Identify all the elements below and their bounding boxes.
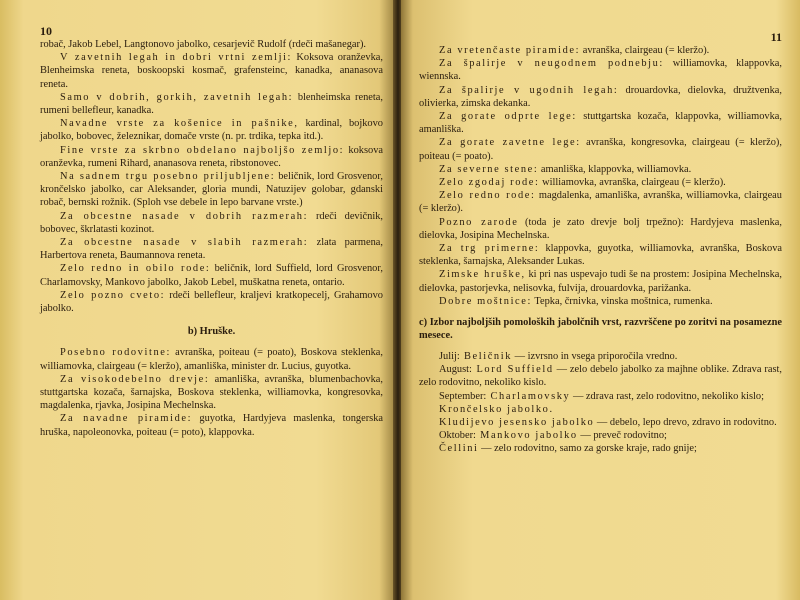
page-number-left: 10 xyxy=(40,24,52,38)
paragraph: Navadne vrste za košenice in pašnike, kardinal, bojkovo jabolko, bobovec, železnikar, domače vrste (n. pr. trdika, tepka itd.). xyxy=(40,118,383,143)
page-number-right: 11 xyxy=(770,30,782,44)
paragraph: Samo v dobrih, gorkih, zavetnih legah: blenheimska reneta, rumeni bellefleur, kanadka. xyxy=(40,91,384,117)
paragraph: Za gorate odprte lege: stuttgartska kozača, klappovka, williamovka, amanliška. xyxy=(419,111,782,136)
section-heading-pears: b) Hruške. xyxy=(187,326,236,338)
paragraph: Za visokodebelno drevje: amanliška, avranška, blumenbachovka, stuttgartska kozača, šarnajska, Boskova steklenka, williamovka, kongresovka, magdalenka, rjavka, Josipina Mechelnska. xyxy=(40,373,383,412)
paragraph: Zelo pozno cveto: rdeči bellefleur, kraljevi kratkopecelj, Grahamovo jabolko. xyxy=(40,289,384,315)
paragraph: Pozno zarode (toda je zato drevje bolj trpežno): Hardyjeva maslenka, dielovka, Josipina Mechelnska. xyxy=(419,216,782,241)
paragraph: Za trg primerne: klappovka, guyotka, williamovka, avranška, Boskova steklenka, šarnajska, Aleksander Lukas. xyxy=(419,243,783,268)
section-heading-apples-by-month: c) Izbor najboljših pomoloških jabolčnih vrst, razvrščene po zoritvi na posamezne mesece. xyxy=(419,317,782,342)
paragraph: Za špalirje v ugodnih legah: drouardovka, dielovka, družtvenka, olivierka, zimska dekanka. xyxy=(419,84,782,109)
paragraph: Čellini — zelo rodovitno, samo za gorske kraje, rado gnije; xyxy=(439,443,697,455)
paragraph: Krončelsko jabolko. xyxy=(439,403,554,415)
paragraph: Za špalirje v neugodnem podnebju: williamovka, klappovka, wiennska. xyxy=(419,58,782,83)
paragraph: Na sadnem trgu posebno priljubljene: beličnik, lord Grosvenor, krončelsko jabolko, car Aleksander, gloria mundi, Natuzijev golobar, gdanski robač, bernski rožnik. (Sploh vse debele in lepo barvane vrste.) xyxy=(40,171,383,209)
paragraph: Za obcestne nasade v dobrih razmerah: rdeči devičnik, bobovec, škrlatasti kozinot. xyxy=(40,210,383,235)
paragraph: Zimske hruške, ki pri nas uspevajo tudi še na prostem: Josipina Mechelnska, dielovka, pastorjevka, nelisovka, fulvija, drouardovka, parižanka. xyxy=(419,269,782,294)
paragraph: Kludijevo jesensko jabolko — debelo, lepo drevo, zdravo in rodovitno. xyxy=(439,417,777,429)
right-page-body xyxy=(419,44,782,456)
paragraph: Za gorate zavetne lege: avranška, kongresovka, clairgeau (= kleržo), poiteau (= poato). xyxy=(419,137,782,162)
paragraph: Zelo zgodaj rode: williamovka, avranška, clairgeau (= kleržo). xyxy=(439,177,726,189)
paragraph: V zavetnih legah in dobri vrtni zemlji: Koksova oranževka, Blenheimska reneta, boskoopski kosmač, grafensteinc, kanadka, ananasova reneta. xyxy=(40,52,383,90)
paragraph: Za obcestne nasade v slabih razmerah: zlata parmena, Harbertova reneta, Baumannova reneta. xyxy=(40,237,383,262)
paragraph: Posebno rodovitne: avranška, poiteau (= poato), Boskova steklenka, williamovka, clairgeau (= kleržo), amanliška, minister dr. Lucius, guyotka. xyxy=(40,347,384,372)
paragraph: Za vretenčaste piramide: avranška, clairgeau (= kleržo). xyxy=(439,45,710,56)
paragraph: Za severne stene: amanliška, klappovka, williamovka. xyxy=(439,163,692,175)
paragraph: August: Lord Suffield — zelo debelo jabolko za majhne oblike. Zdrava rast, zelo rodovitno, nekoliko kislo. xyxy=(419,364,782,389)
paragraph: Fine vrste za skrbno obdelano najboljšo zemljo: koksova oranževka, rumeni Rihard, ananasova reneta, ribstonovec. xyxy=(40,144,384,169)
right-page xyxy=(401,0,800,600)
paragraph: Za navadne piramide: guyotka, Hardyjeva maslenka, tongerska hruška, napoleonovka, poiteau (= poto), klappovka. xyxy=(40,413,384,438)
left-page-body xyxy=(40,38,383,439)
paragraph: Zelo redno rode: magdalenka, amanliška, avranška, williamovka, clairgeau (= kleržo). xyxy=(419,190,782,215)
left-page xyxy=(0,0,395,600)
paragraph: Julij: Beličnik — izvrsno in vsega priporočila vredno. xyxy=(439,351,678,363)
paragraph: Oktober: Mankovo jabolko — preveč rodovitno; xyxy=(439,430,667,442)
paragraph: Zelo redno in obilo rode: beličnik, lord Suffield, lord Grosvenor, Charlamovsky, Mankovo jabolko, Jakob Lebel, muškatna reneta, ontario. xyxy=(40,263,383,288)
paragraph: September: Charlamovsky — zdrava rast, zelo rodovitno, nekoliko kislo; xyxy=(439,390,764,402)
paragraph: Dobre moštnice: Tepka, črnivka, vinska moštnica, rumenka. xyxy=(439,295,713,307)
paragraph: robač, Jakob Lebel, Langtonovo jabolko, cesarjevič Rudolf (rdeči mašanegar). xyxy=(40,39,367,50)
